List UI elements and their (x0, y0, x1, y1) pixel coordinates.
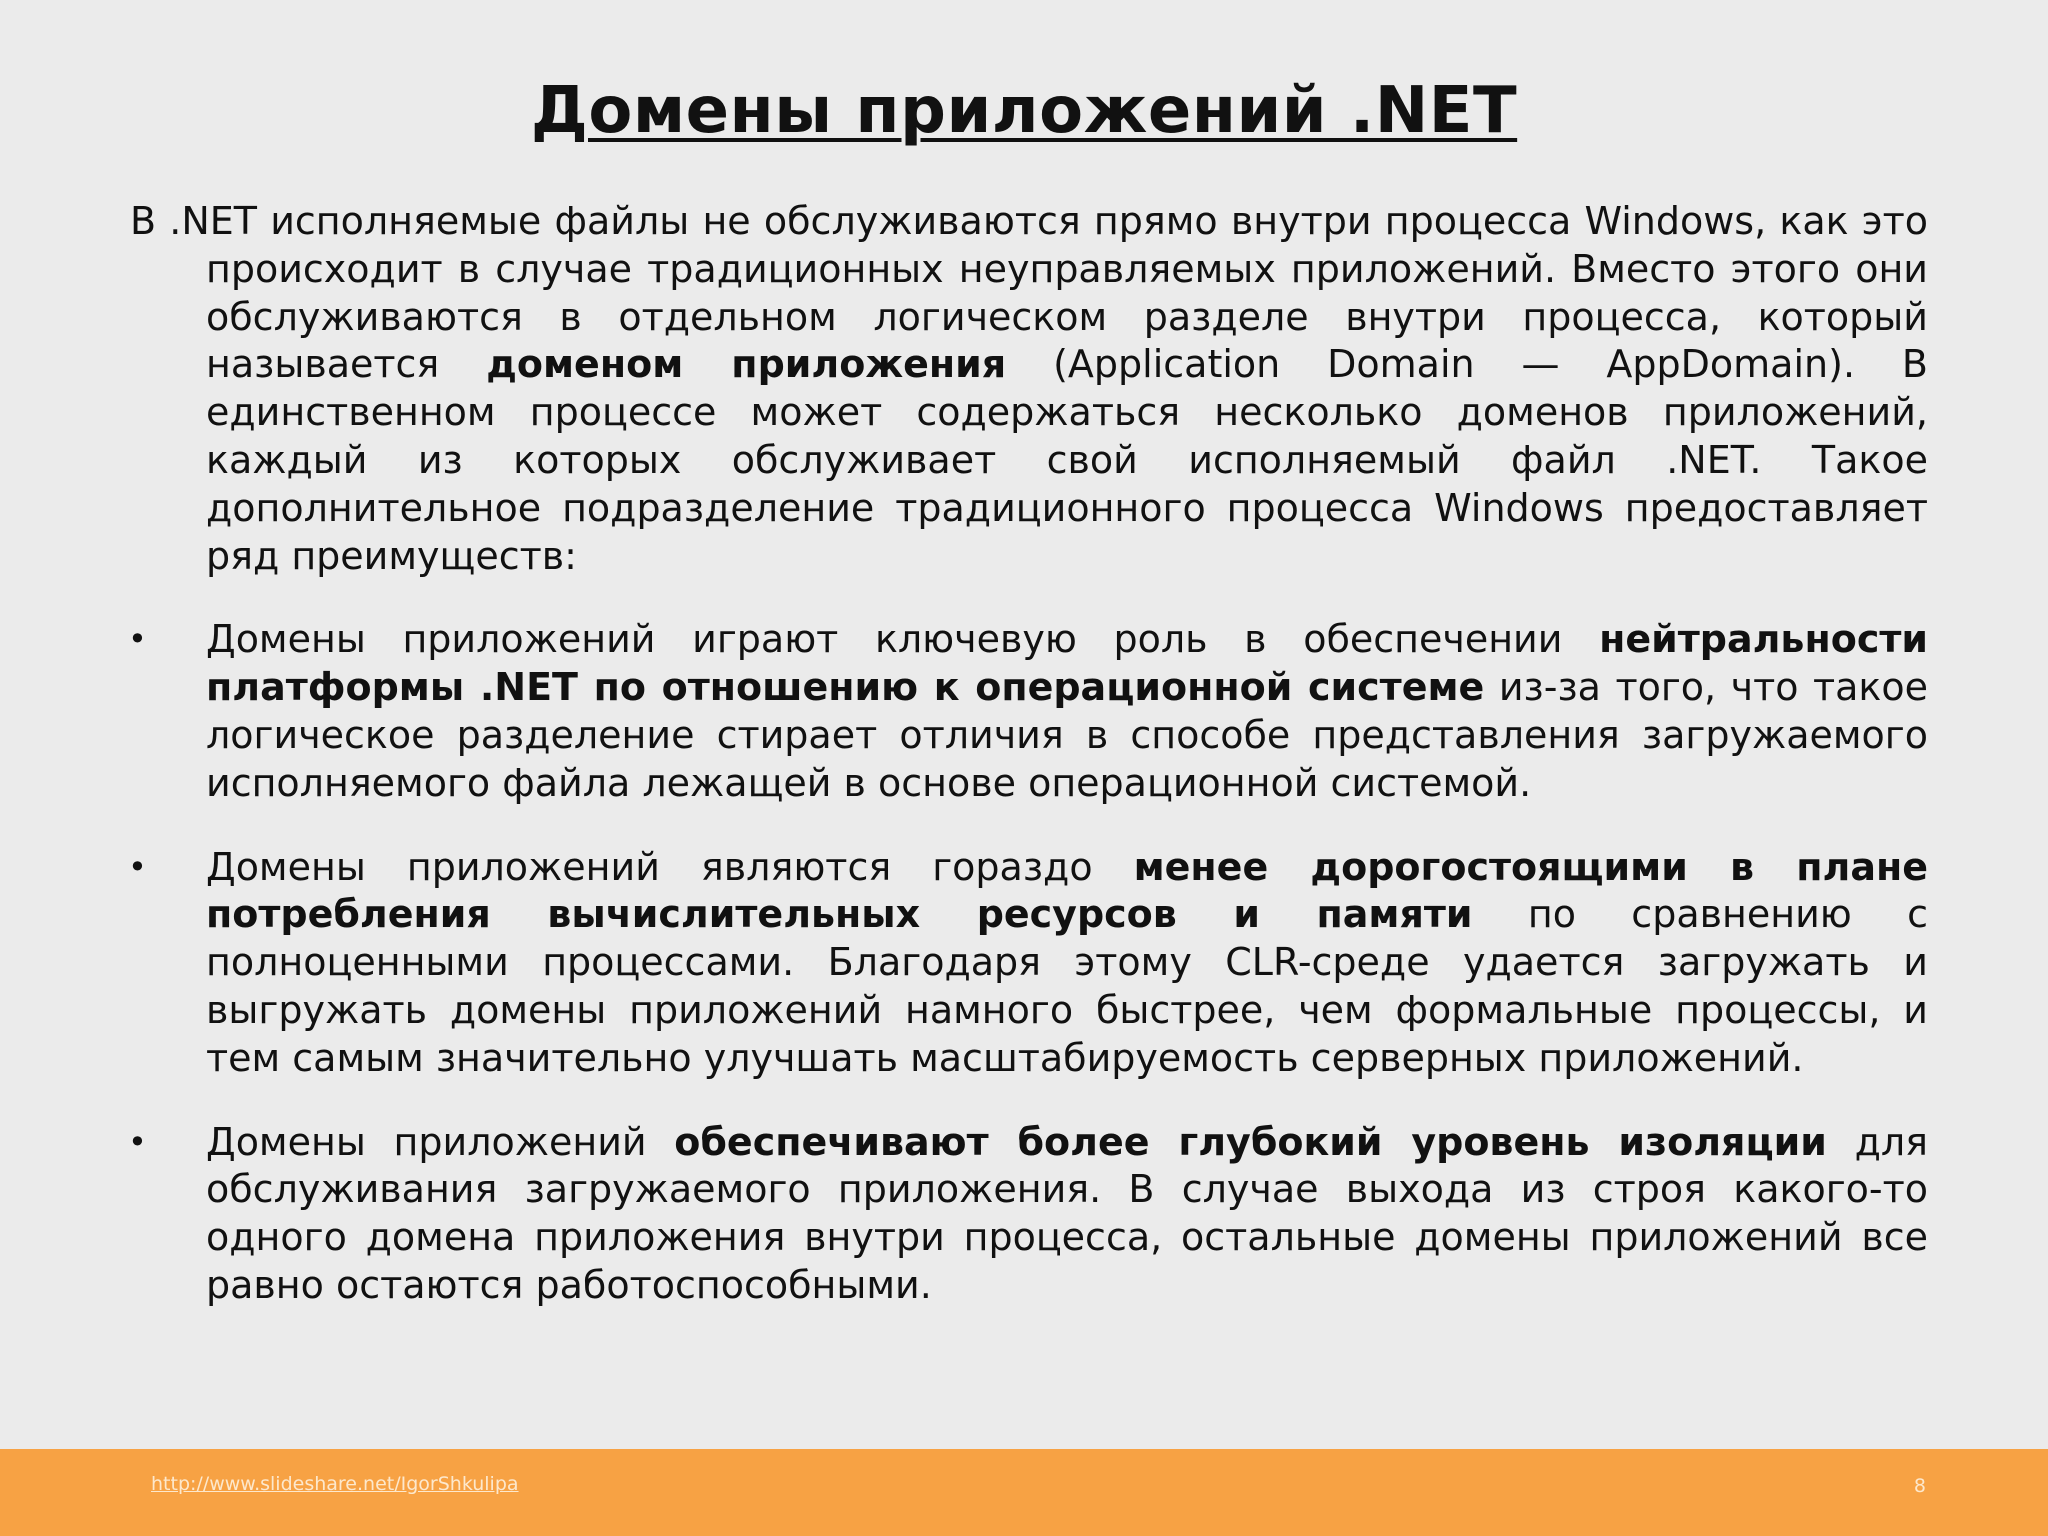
bullet-item-1 (130, 616, 1928, 807)
footer-source-link[interactable]: http://www.slideshare.net/IgorShkulipa (151, 1473, 519, 1495)
bullet-marker: • (128, 847, 147, 886)
intro-text-2: (Application Domain — AppDomain). В единственном процессе может содержаться несколько доменов приложений, каждый из которых обслуживает свой исполняемый файл .NET. Такое дополнительное подразделение традиционного процесса Windows предоставляет ряд преимуществ: (206, 342, 1928, 578)
bullet-marker: • (128, 1122, 147, 1161)
bullet-item-2 (130, 844, 1928, 1083)
bullet-2-text-after: по сравнению с полноценными процессами. Благодаря этому CLR-среде удается загружать и выгружать домены приложений намного быстрее, чем формальные процессы, и тем самым значительно улучшать масштабируемость серверных приложений. (206, 892, 1929, 1080)
slide-title: Домены приложений .NET (530, 74, 1518, 148)
bullet-marker: • (128, 620, 147, 659)
bullet-3-text-after: для обслуживания загружаемого приложения. В случае выхода из строя какого-то одного домена приложения внутри процесса, остальные домены приложений все равно остаются работоспособными. (206, 1119, 1928, 1307)
intro-bold-term: доменом приложения (486, 342, 1007, 387)
bullet-1-text-before: Домены приложений играют ключевую роль в обеспечении (206, 617, 1600, 662)
bullet-2-text-before: Домены приложений являются гораздо (206, 844, 1134, 889)
bullet-1-bold: нейтральности платформы .NET по отношению к операционной системе (206, 617, 1928, 710)
intro-text-1: В .NET исполняемые файлы не обслуживаются прямо внутри процесса Windows, как это происходит в случае традиционных неуправляемых приложений. Вместо этого они обслуживаются в отдельном логическом разделе внутри процесса, который называется (130, 199, 1928, 387)
bullet-3-text-before: Домены приложений (206, 1119, 675, 1164)
intro-paragraph (130, 198, 1928, 580)
bullet-item-3 (130, 1119, 1928, 1310)
page-number: 8 (1913, 1475, 1926, 1497)
bullet-2-bold: менее дорогостоящими в плане потребления вычислительных ресурсов и памяти (206, 844, 1928, 937)
bullet-3-bold: обеспечивают более глубокий уровень изоляции (674, 1119, 1827, 1164)
slide-content (130, 198, 1928, 1310)
bullet-1-text-after: из-за того, что такое логическое разделение стирает отличия в способе представления загружаемого исполняемого файла лежащей в основе операционной системой. (206, 665, 1928, 805)
footer-bar (0, 1449, 2048, 1536)
